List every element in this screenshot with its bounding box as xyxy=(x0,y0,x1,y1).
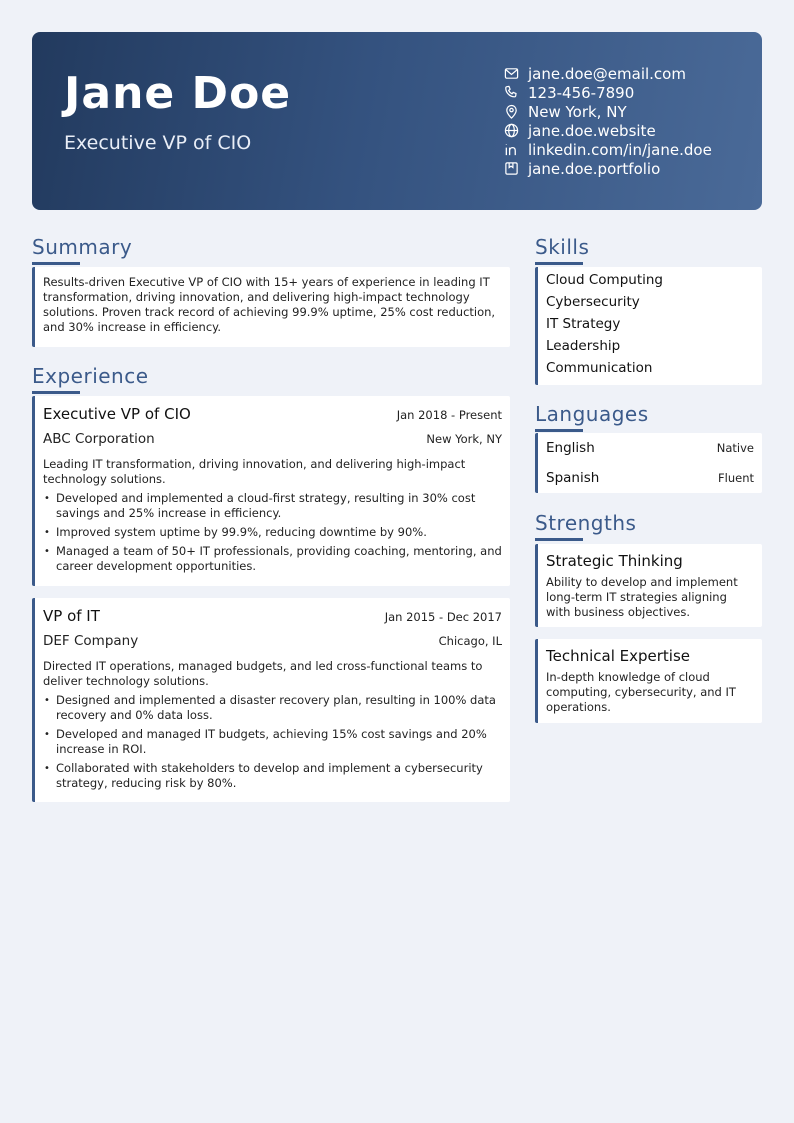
list-item: • Developed and managed IT budgets, achieving 15% cost savings and 20% increase in ROI. xyxy=(43,727,502,757)
summary-text: Results-driven Executive VP of CIO with 15+ years of experience in leading IT transformation, driving innovation, and delivering high-impact technology solutions. Proven track record of achieving 99.9% uptime, 25% cost reduction, and 30% increase in efficiency. xyxy=(43,275,496,334)
language-level: Native xyxy=(716,441,754,455)
skill-item: Cybersecurity xyxy=(546,294,640,310)
job-bullets xyxy=(43,693,502,791)
candidate-name: Jane Doe xyxy=(64,68,292,119)
job-location: Chicago, IL xyxy=(438,634,502,648)
strength-title: Technical Expertise xyxy=(546,647,691,665)
job-title: Executive VP of CIO xyxy=(43,405,191,423)
globe-icon xyxy=(504,123,519,138)
language-level: Fluent xyxy=(718,471,754,485)
skill-item: Communication xyxy=(546,360,653,376)
job-date: Jan 2015 - Dec 2017 xyxy=(384,610,502,624)
list-item: • Designed and implemented a disaster recovery plan, resulting in 100% data recovery and 0% data loss. xyxy=(43,693,502,723)
contact-phone[interactable] xyxy=(504,83,754,102)
strength-title: Strategic Thinking xyxy=(546,552,683,570)
list-item: • Improved system uptime by 99.9%, reducing downtime by 90%. xyxy=(43,525,502,540)
contact-portfolio[interactable] xyxy=(504,159,754,178)
contact-email[interactable] xyxy=(504,64,754,83)
contact-text: jane.doe.portfolio xyxy=(528,159,661,178)
summary-card xyxy=(32,267,510,347)
contact-list xyxy=(504,64,754,178)
list-item: • Managed a team of 50+ IT professionals, providing coaching, mentoring, and career development opportunities. xyxy=(43,544,502,574)
job-company: ABC Corporation xyxy=(43,431,155,447)
phone-icon xyxy=(504,85,519,100)
candidate-title: Executive VP of CIO xyxy=(64,132,252,154)
contact-location xyxy=(504,102,754,121)
strengths-heading: Strengths xyxy=(535,511,637,535)
strength-description: Ability to develop and implement long-term IT strategies aligning with business objectives. xyxy=(546,575,738,619)
experience-item xyxy=(32,598,510,802)
language-row xyxy=(538,463,762,493)
job-company: DEF Company xyxy=(43,633,139,649)
contact-linkedin[interactable] xyxy=(504,140,754,159)
contact-text: New York, NY xyxy=(528,102,627,121)
skills-heading: Skills xyxy=(535,235,590,259)
contact-text: 123-456-7890 xyxy=(528,83,635,102)
linkedin-icon xyxy=(504,142,519,157)
job-location: New York, NY xyxy=(426,432,502,446)
job-title: VP of IT xyxy=(43,607,100,625)
portfolio-icon xyxy=(504,161,519,176)
language-name: English xyxy=(546,440,595,456)
contact-text: jane.doe@email.com xyxy=(528,64,686,83)
job-description: Leading IT transformation, driving innovation, and delivering high-impact technology solutions. xyxy=(43,457,466,486)
contact-text: jane.doe.website xyxy=(528,121,656,140)
list-item: • Developed and implemented a cloud-first strategy, resulting in 30% cost savings and 25% increase in efficiency. xyxy=(43,491,502,521)
language-row xyxy=(538,433,762,463)
job-bullets xyxy=(43,491,502,574)
strength-item xyxy=(535,544,762,627)
skill-item: Leadership xyxy=(546,338,621,354)
summary-heading: Summary xyxy=(32,235,133,259)
strength-description: In-depth knowledge of cloud computing, cybersecurity, and IT operations. xyxy=(546,670,736,714)
strength-item xyxy=(535,639,762,723)
skills-card xyxy=(535,267,762,385)
skill-item: Cloud Computing xyxy=(546,272,663,288)
languages-heading: Languages xyxy=(535,402,649,426)
resume-header xyxy=(32,32,762,210)
languages-card xyxy=(535,433,762,493)
contact-text: linkedin.com/in/jane.doe xyxy=(528,140,712,159)
skill-item: IT Strategy xyxy=(546,316,621,332)
location-icon xyxy=(504,104,519,119)
experience-heading: Experience xyxy=(32,364,149,388)
list-item: • Collaborated with stakeholders to develop and implement a cybersecurity strategy, reducing risk by 80%. xyxy=(43,761,502,791)
contact-website[interactable] xyxy=(504,121,754,140)
mail-icon xyxy=(504,66,519,81)
language-name: Spanish xyxy=(546,470,600,486)
job-description: Directed IT operations, managed budgets, and led cross-functional teams to deliver technology solutions. xyxy=(43,659,483,688)
job-date: Jan 2018 - Present xyxy=(396,408,502,422)
experience-item xyxy=(32,396,510,586)
